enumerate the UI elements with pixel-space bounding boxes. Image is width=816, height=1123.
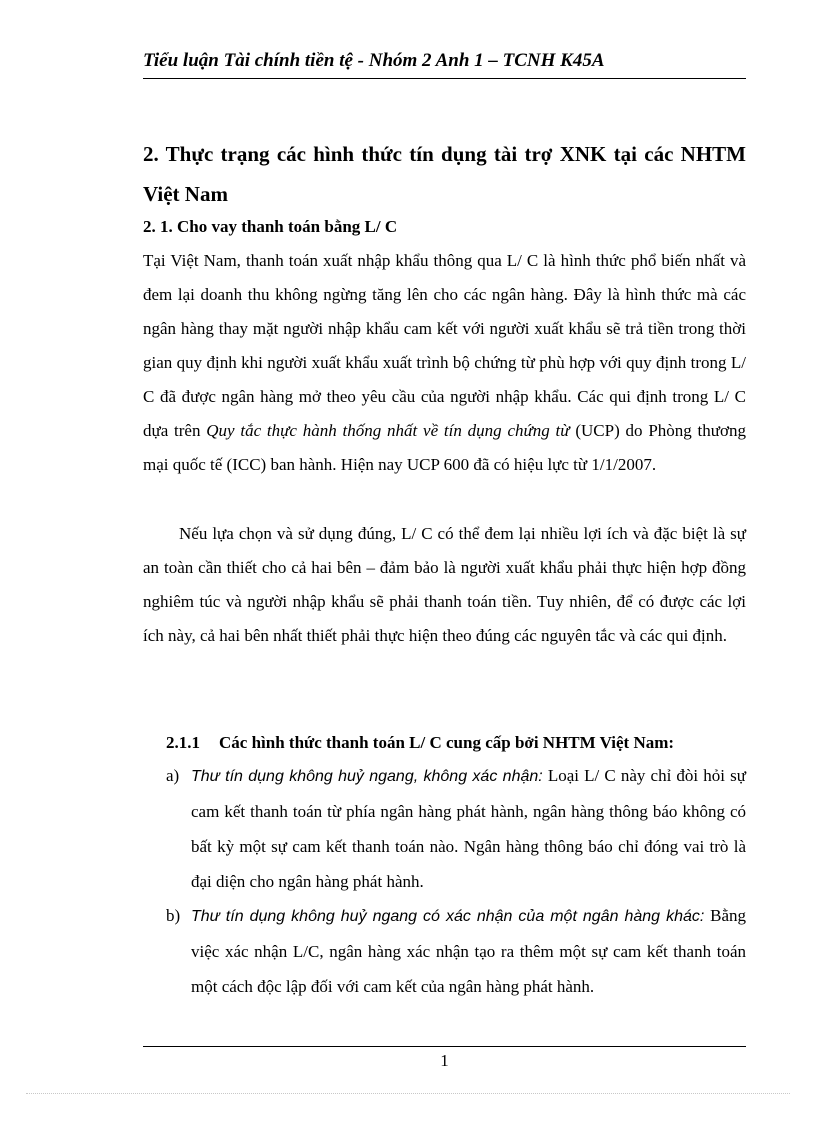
footer-divider bbox=[143, 1046, 746, 1047]
list-item-lead: Thư tín dụng không huỷ ngang, không xác nhận: bbox=[191, 768, 543, 785]
list-marker: a) bbox=[166, 766, 180, 785]
list-item-text: Loại L/ C này chỉ đòi hỏi sự cam kết thanh toán từ phía ngân hàng phát hành, ngân hàng thông báo không có bất kỳ một sự cam kết thanh toán nào. Ngân hàng thông báo chỉ đóng vai trò là đại diện cho ngân hàng phát hành. bbox=[191, 766, 746, 891]
paragraph-lc-overview bbox=[143, 244, 746, 482]
subsection-heading: 2. 1. Cho vay thanh toán bằng L/ C bbox=[143, 217, 398, 236]
paragraph-lc-benefits: Nếu lựa chọn và sử dụng đúng, L/ C có thể đem lại nhiều lợi ích và đặc biệt là sự an toàn cần thiết cho cả hai bên – đảm bảo là người xuất khẩu phải thực hiện hợp đồng nghiêm túc và người nhập khẩu sẽ phải thanh toán tiền. Tuy nhiên, để có được các lợi ích này, cả hai bên nhất thiết phải thực hiện theo đúng các nguyên tắc và các qui định. bbox=[143, 524, 746, 645]
paragraph-text: Tại Việt Nam, thanh toán xuất nhập khẩu thông qua L/ C là hình thức phổ biến nhất và đem lại doanh thu không ngừng tăng lên cho các ngân hàng. Đây là hình thức mà các ngân hàng thay mặt người nhập khẩu cam kết với người xuất khẩu sẽ trả tiền trong thời gian quy định khi người xuất khẩu xuất trình bộ chứng từ phù hợp với quy định trong L/ C đã được ngân hàng mở theo yêu cầu của người nhập khẩu. Các qui định trong L/ C dựa trên bbox=[143, 251, 746, 440]
list-marker: b) bbox=[166, 906, 181, 925]
list-item-lead: Thư tín dụng không huỷ ngang có xác nhận của một ngân hàng khác: bbox=[191, 908, 705, 925]
subsection-title: Các hình thức thanh toán L/ C cung cấp bởi NHTM Việt Nam: bbox=[219, 733, 675, 752]
subsection-2-heading bbox=[166, 730, 674, 756]
list-item-text: Bằng việc xác nhận L/C, ngân hàng xác nhận tạo ra thêm một sự cam kết thanh toán một cách độc lập đối với cam kết của ngân hàng phát hành. bbox=[191, 906, 746, 996]
paragraph-text: (UCP) do Phòng thương mại quốc tế (ICC) ban hành. Hiện nay UCP 600 đã có hiệu lực từ 1/1/2007. bbox=[143, 421, 746, 474]
lc-type-list bbox=[166, 758, 746, 899]
page-bottom-border bbox=[26, 1093, 790, 1094]
lc-type-list bbox=[166, 898, 746, 1004]
list-item bbox=[166, 898, 746, 1004]
subsection-number: 2.1.1 bbox=[166, 733, 200, 752]
page-number: 1 bbox=[440, 1051, 449, 1070]
header-divider bbox=[143, 78, 746, 79]
list-item bbox=[166, 758, 746, 899]
section-heading: 2. Thực trạng các hình thức tín dụng tài trợ XNK tại các NHTM Việt Nam bbox=[143, 142, 746, 206]
running-header: Tiểu luận Tài chính tiền tệ - Nhóm 2 Anh 1 – TCNH K45A bbox=[143, 50, 605, 71]
ucp-title: Quy tắc thực hành thống nhất về tín dụng chứng từ bbox=[206, 421, 570, 440]
